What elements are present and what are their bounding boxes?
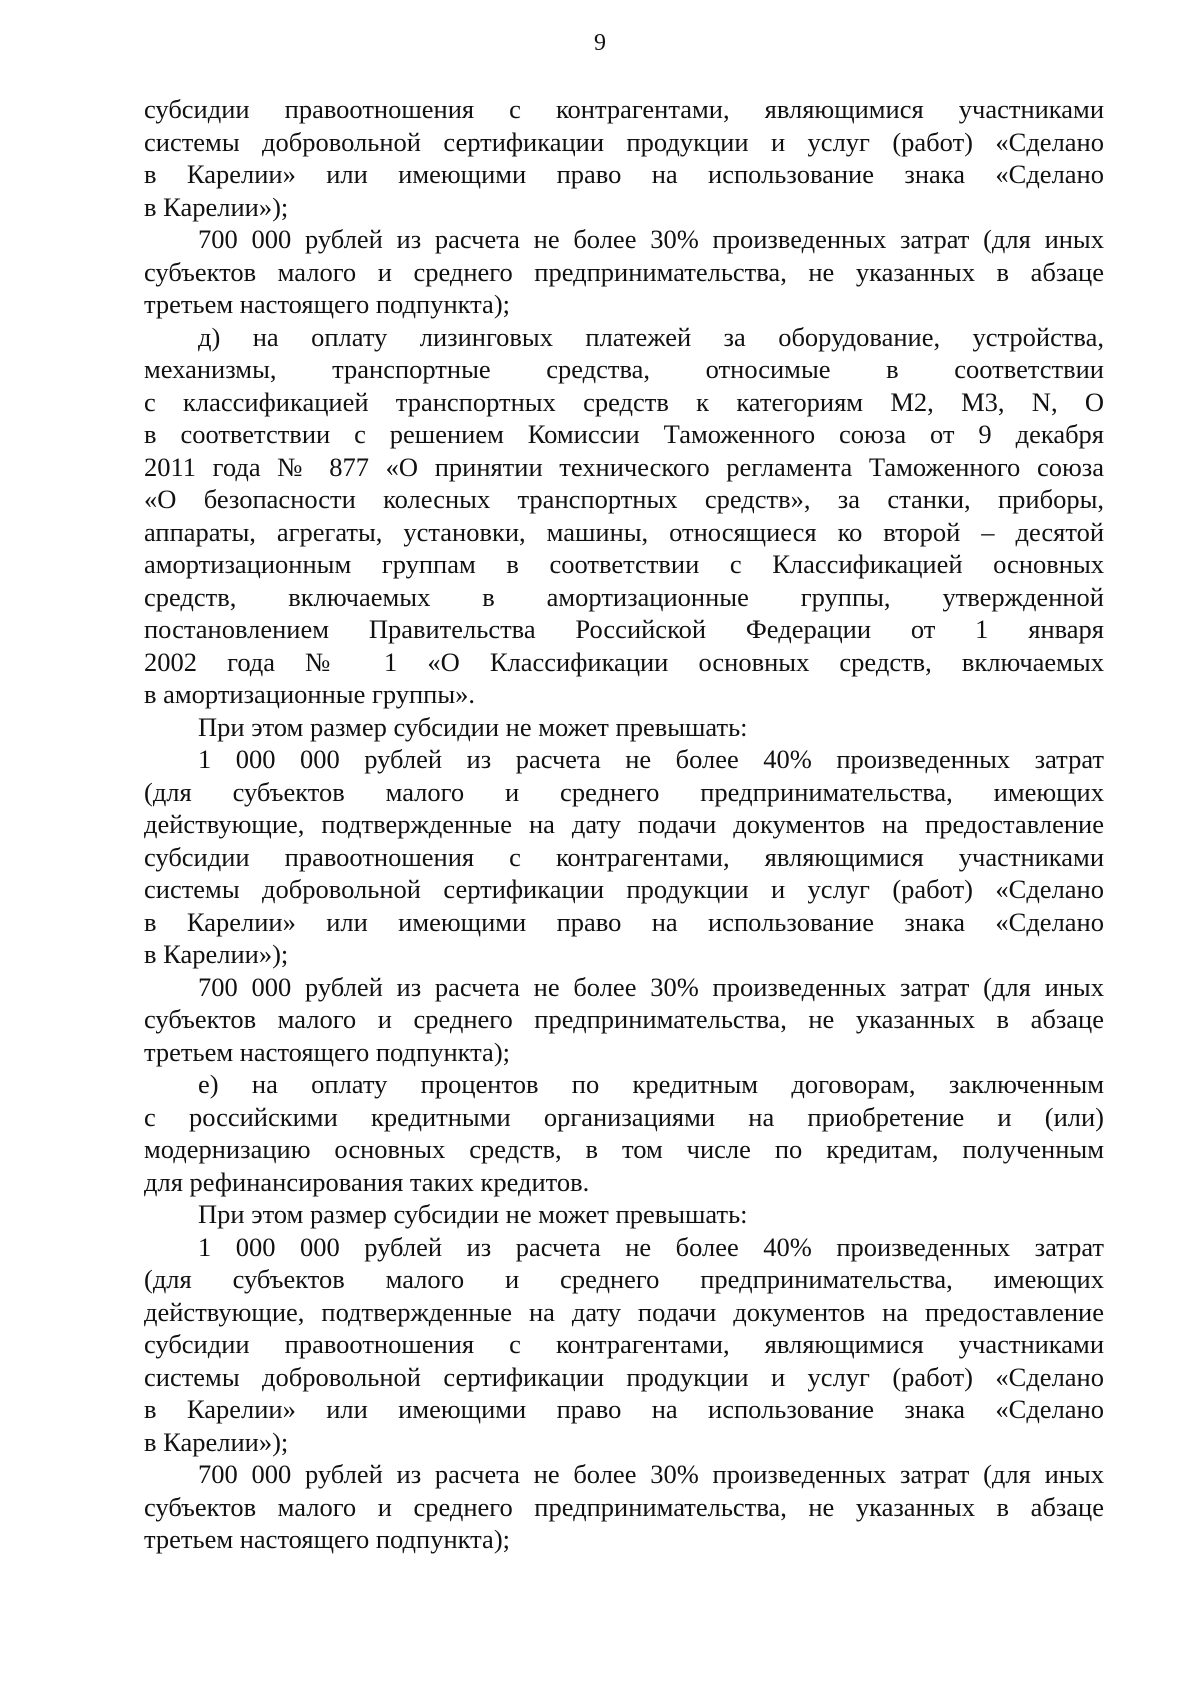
text-line: При этом размер субсидии не может превышать: [198,1199,748,1229]
text-line: субсидии правоотношения с контрагентами, являющимися участниками [144,841,1104,872]
text-line: (для субъектов малого и среднего предпринимательства, имеющих [144,1264,1104,1294]
text-line: с российскими кредитными организациями на приобретение и (или) [144,1101,1104,1132]
text-line: механизмы, транспортные средства, относимые в соответствии [144,354,1104,384]
text-line: субъектов малого и среднего предпринимательства, не указанных в абзаце [144,256,1104,287]
text-line: третьем настоящего подпункта); [144,1524,511,1554]
text-line: системы добровольной сертификации продукции и услуг (работ) «Сделано [144,1361,1104,1392]
text-line: аппараты, агрегаты, установки, машины, относящиеся ко второй – десятой [144,516,1104,547]
text-line: д) на оплату лизинговых платежей за оборудование, устройства, [198,321,1104,352]
text-line: третьем настоящего подпункта); [144,1036,511,1067]
text-line: в Карелии»); [144,191,289,222]
text-line: для рефинансирования таких кредитов. [144,1166,590,1197]
text-line: 1 000 000 рублей из расчета не более 40% произведенных затрат [198,1231,1104,1262]
text-line: субъектов малого и среднего предпринимательства, не указанных в абзаце [144,1491,1104,1522]
text-line: (для субъектов малого и среднего предпринимательства, имеющих [144,776,1104,807]
text-line: 700 000 рублей из расчета не более 30% произведенных затрат (для иных [198,1459,1104,1489]
text-line: системы добровольной сертификации продукции и услуг (работ) «Сделано [144,126,1104,157]
text-line: в Карелии»); [144,1426,289,1457]
text-line: амортизационным группам в соответствии с Классификацией основных [144,549,1104,579]
text-line: третьем настоящего подпункта); [144,289,511,319]
text-line: е) на оплату процентов по кредитным договорам, заключенным [198,1069,1104,1099]
text-line: 2002 года № 1 «О Классификации основных средств, включаемых [144,646,1104,677]
text-line: в соответствии с решением Комиссии Таможенного союза от 9 декабря [144,419,1104,449]
text-line: действующие, подтвержденные на дату подачи документов на предоставление [144,1296,1104,1327]
text-line: с классификацией транспортных средств к категориям М2, М3, N, O [144,386,1104,417]
text-line: модернизацию основных средств, в том числе по кредитам, полученным [144,1134,1104,1164]
text-line: средств, включаемых в амортизационные группы, утвержденной [144,581,1104,612]
text-line: субъектов малого и среднего предпринимательства, не указанных в абзаце [144,1004,1104,1034]
document-body [144,93,1104,1556]
text-line: системы добровольной сертификации продукции и услуг (работ) «Сделано [144,874,1104,904]
text-line: «О безопасности колесных транспортных средств», за станки, приборы, [144,484,1104,514]
text-line: в Карелии» или имеющими право на использование знака «Сделано [144,159,1104,189]
text-line: постановлением Правительства Российской Федерации от 1 января [144,614,1104,644]
text-line: При этом размер субсидии не может превышать: [198,711,748,742]
text-line: действующие, подтвержденные на дату подачи документов на предоставление [144,809,1104,839]
text-line: в Карелии» или имеющими право на использование знака «Сделано [144,1394,1104,1424]
text-line: в Карелии»); [144,939,289,969]
text-line: 1 000 000 рублей из расчета не более 40% произведенных затрат [198,744,1104,774]
text-line: 700 000 рублей из расчета не более 30% произведенных затрат (для иных [198,971,1104,1002]
text-line: субсидии правоотношения с контрагентами, являющимися участниками [144,1329,1104,1359]
text-line: 2011 года № 877 «О принятии технического регламента Таможенного союза [144,451,1104,482]
page-number: 9 [594,30,606,56]
text-line: 700 000 рублей из расчета не более 30% произведенных затрат (для иных [198,224,1104,254]
text-line: в амортизационные группы». [144,679,476,709]
text-line: субсидии правоотношения с контрагентами, являющимися участниками [144,94,1104,124]
text-line: в Карелии» или имеющими право на использование знака «Сделано [144,906,1104,937]
